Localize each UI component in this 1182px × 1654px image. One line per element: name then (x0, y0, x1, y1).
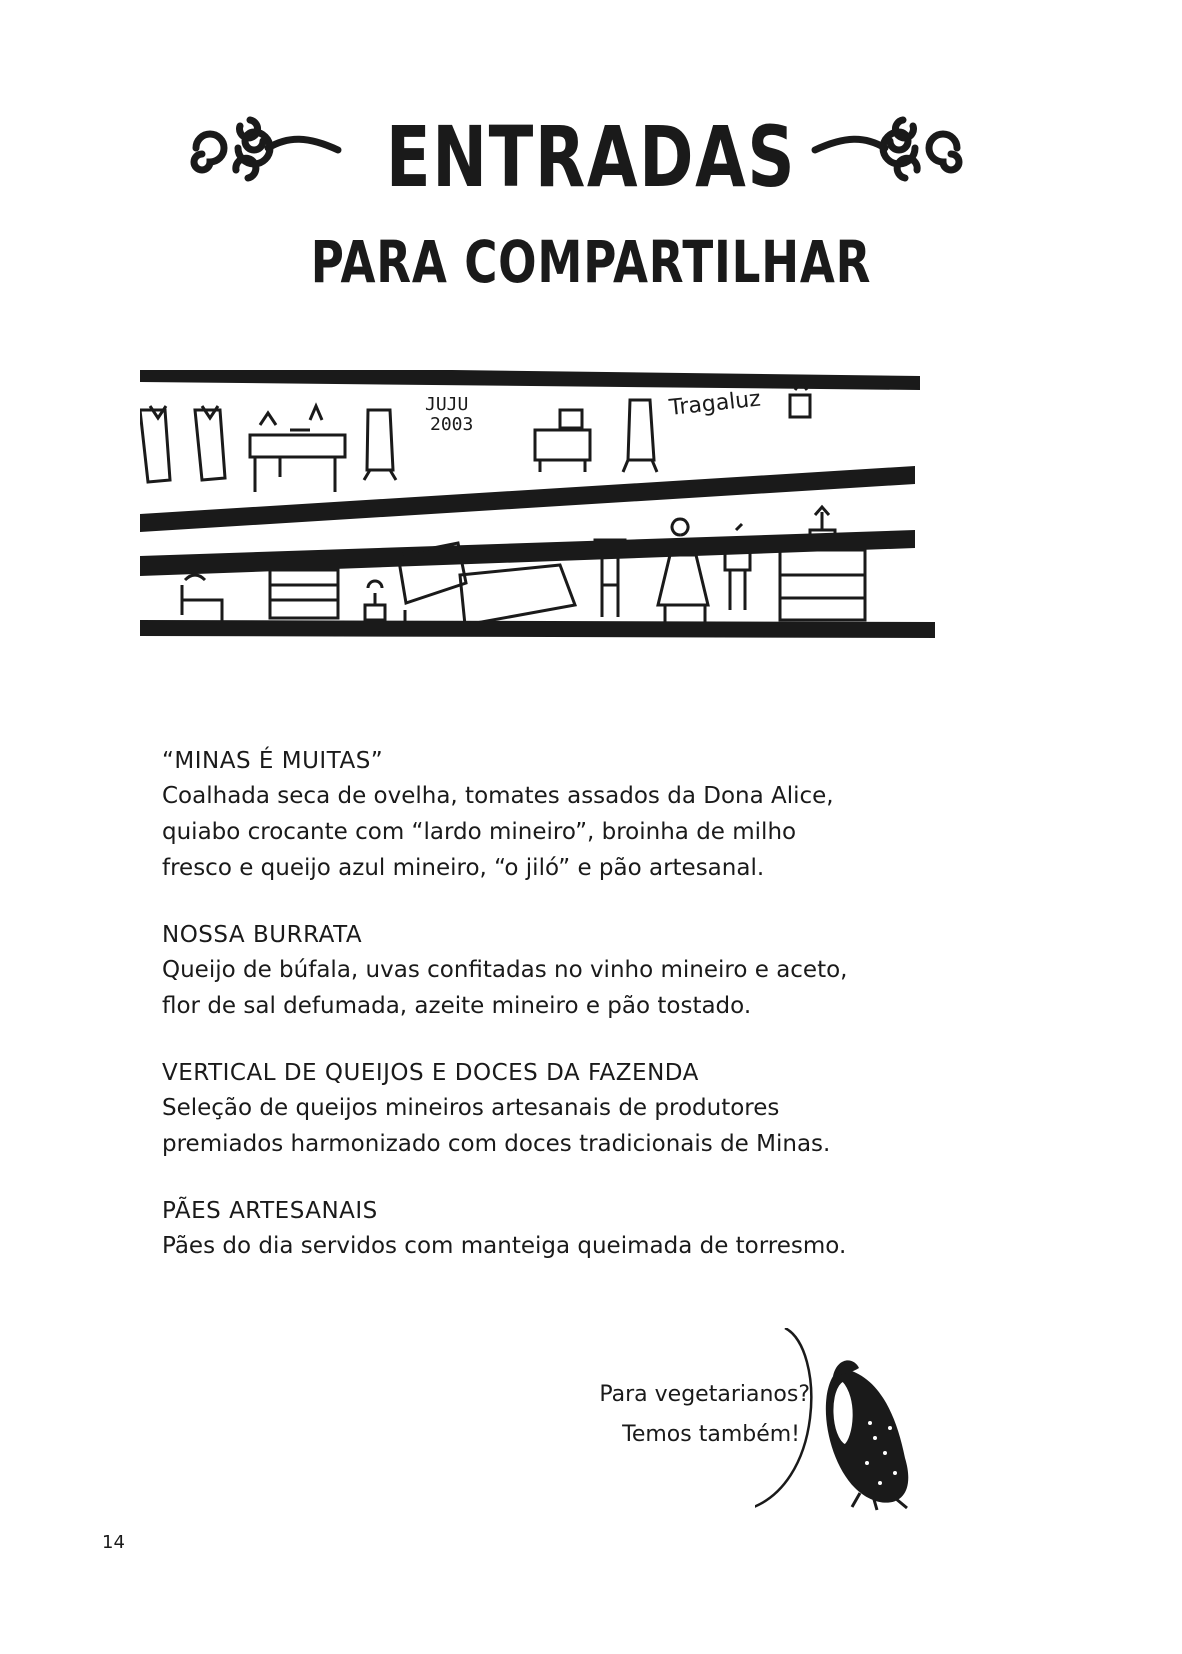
menu-item-description: Seleção de queijos mineiros artesanais de produtores premiados harmonizado com doces tradicionais de Minas. (162, 1095, 831, 1157)
menu-item-name: NOSSA BURRATA (162, 922, 363, 948)
menu-item (162, 745, 1002, 886)
page-title: ENTRADAS (385, 108, 797, 206)
menu-item-name: PÃES ARTESANAIS (162, 1198, 378, 1224)
menu-item (162, 1195, 1002, 1264)
illustration-shop-label: Tragaluz (668, 386, 762, 421)
page-number: 14 (102, 1532, 125, 1553)
menu-item-description: Coalhada seca de ovelha, tomates assados da Dona Alice, quiabo crocante com “lardo mineiro”, broinha de milho fresco e queijo azul mineiro, “o jiló” e pão artesanal. (162, 783, 834, 881)
menu-item (162, 1057, 1002, 1162)
menu-item (162, 919, 1002, 1024)
bird-illustration-icon (755, 1328, 960, 1528)
menu-item-name: VERTICAL DE QUEIJOS E DOCES DA FAZENDA (162, 1060, 699, 1086)
vegetarian-note-line1: Para vegetarianos? (599, 1382, 810, 1407)
shelf-drawing-illustration (140, 370, 980, 670)
menu-list (162, 745, 1002, 1297)
illustration-signature-line1: JUJU (425, 394, 469, 415)
menu-item-description: Queijo de búfala, uvas confitadas no vinho mineiro e aceto, flor de sal defumada, azeite mineiro e pão tostado. (162, 957, 848, 1019)
page-subtitle: PARA COMPARTILHAR (310, 228, 872, 296)
menu-item-description: Pães do dia servidos com manteiga queimada de torresmo. (162, 1233, 847, 1259)
menu-item-name: “MINAS É MUITAS” (162, 748, 384, 774)
illustration-signature (425, 394, 479, 435)
vegetarian-note-line2: Temos também! (622, 1422, 800, 1447)
illustration-signature-line2: 2003 (430, 414, 474, 435)
